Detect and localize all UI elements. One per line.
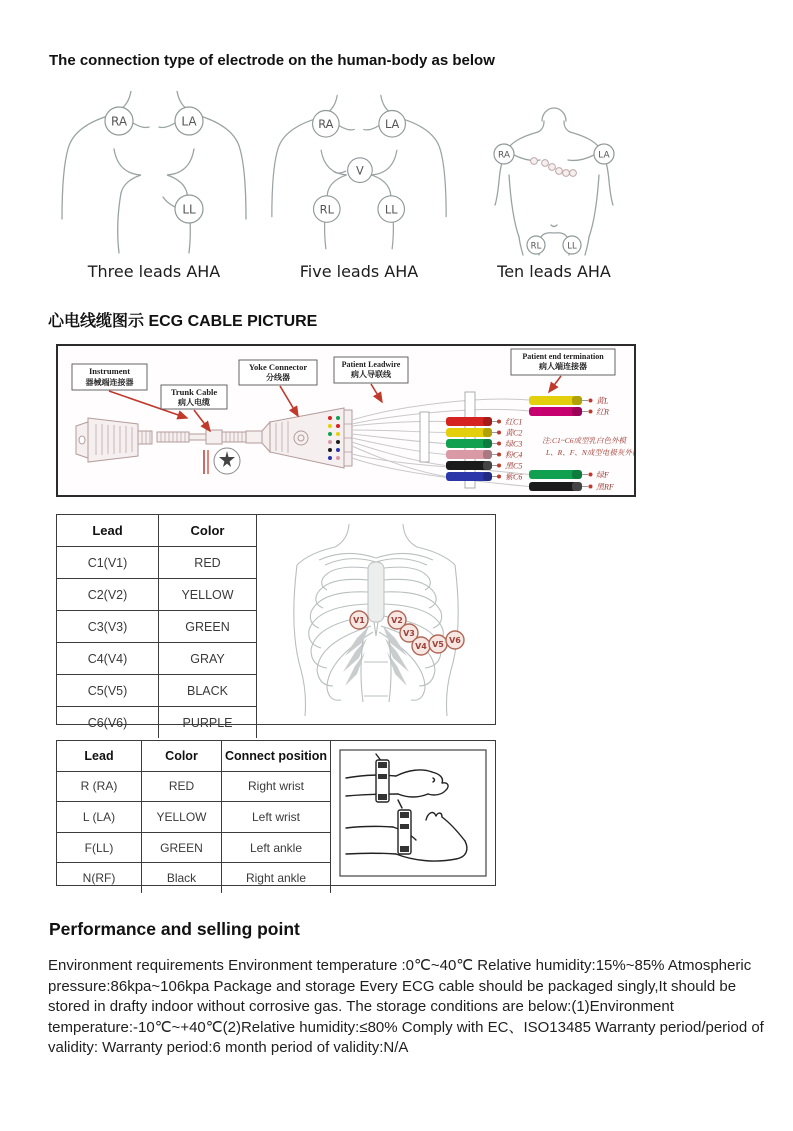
svg-text:Patient Leadwire: Patient Leadwire <box>341 360 401 369</box>
svg-text:V: V <box>356 163 364 178</box>
table-row: C1(V1) RED <box>57 547 257 579</box>
svg-text:注:C1~C6成型乳白色外模: 注:C1~C6成型乳白色外模 <box>542 436 627 445</box>
electrode-v <box>348 158 373 183</box>
svg-text:LL: LL <box>567 241 577 252</box>
five-leads-body-diagram <box>269 91 449 256</box>
instrument-connector-drawing <box>76 418 152 462</box>
svg-text:V2: V2 <box>391 615 403 625</box>
svg-text:黑C5: 黑C5 <box>505 461 523 471</box>
ecg-cable-diagram-box <box>56 344 636 497</box>
table-row: C2(V2) YELLOW <box>57 579 257 611</box>
label-patient-leadwire <box>334 357 408 402</box>
svg-text:器械端连接器: 器械端连接器 <box>85 378 134 387</box>
table-row: R (RA) RED Right wrist <box>57 771 331 802</box>
figure-five-leads <box>269 91 449 281</box>
svg-text:V6: V6 <box>449 635 461 645</box>
electrode-la <box>175 107 203 135</box>
lead-termination-C4 <box>446 450 522 460</box>
svg-text:LL: LL <box>182 202 196 217</box>
lead-termination-C5 <box>446 461 522 471</box>
svg-text:LL: LL <box>384 202 398 217</box>
electrode-ra <box>313 111 340 138</box>
lead-termination-C3 <box>446 439 522 449</box>
trunk-cable-drawing <box>157 430 246 444</box>
red-arrow <box>549 376 561 392</box>
electrode-ra <box>105 107 133 135</box>
table-row: N(RF) Black Right ankle <box>57 863 331 893</box>
svg-text:LA: LA <box>181 114 197 129</box>
three-leads-body-diagram <box>59 91 249 256</box>
svg-text:黄L: 黄L <box>596 396 609 406</box>
lead-termination-F <box>529 470 609 480</box>
lead-termination-C1 <box>446 417 522 427</box>
svg-text:Yoke Connector: Yoke Connector <box>248 362 308 372</box>
svg-text:LA: LA <box>598 150 610 161</box>
electrode-la <box>379 111 406 138</box>
color-note <box>542 436 634 457</box>
label-yoke-connector <box>239 360 317 416</box>
svg-text:V1: V1 <box>353 615 365 625</box>
svg-text:黑RF: 黑RF <box>596 482 614 492</box>
svg-text:红C1: 红C1 <box>505 417 523 427</box>
red-arrow <box>280 386 298 416</box>
label-patient-end-termination <box>511 349 615 392</box>
red-arrow <box>194 410 210 431</box>
svg-text:Patient end termination: Patient end termination <box>522 352 604 361</box>
col-header-lead: Lead <box>57 515 159 547</box>
col-header-color: Color <box>159 515 257 547</box>
ten-leads-body-diagram <box>484 104 624 256</box>
lead-termination-RF <box>529 482 614 492</box>
lead-termination-L <box>529 396 609 406</box>
table-row: C5(V5) BLACK <box>57 675 257 707</box>
electrode-ll <box>175 195 203 223</box>
document-page <box>0 52 793 1059</box>
figure-ten-leads <box>479 104 629 281</box>
svg-text:黄C2: 黄C2 <box>505 428 523 438</box>
chest-marker-v4 <box>412 637 430 655</box>
chest-lead-table <box>57 515 257 738</box>
performance-paragraph: Environment requirements Environment temperature :0℃~40℃ Relative humidity:15%~85% Atmospheric pressure:86kpa~106kpa Package and storage Every ECG cable should be packaged singly,It should be stored in drafty indoor without corrosive gas. The storage conditions are below:(1)Environment temperature:-10℃~+40℃(2)Relative humidity:≤80% Comply with EC、ISO13485 Warranty period/period of validity: Warranty period:6 month period of validity:N/A <box>48 957 764 1056</box>
svg-text:L、R、F、N成型电极灰外模: L、R、F、N成型电极灰外模 <box>546 448 634 457</box>
electrode-rl <box>314 196 341 223</box>
svg-text:V3: V3 <box>403 628 415 638</box>
figure-caption: Five leads AHA <box>299 262 419 281</box>
table-row: C4(V4) GRAY <box>57 643 257 675</box>
table-row <box>57 515 257 547</box>
table-row: C3(V3) GREEN <box>57 611 257 643</box>
table-row: F(LL) GREEN Left ankle <box>57 832 331 863</box>
figure-caption: Three leads AHA <box>87 262 221 281</box>
svg-text:红R: 红R <box>596 407 609 417</box>
lead-termination-R <box>529 407 609 417</box>
svg-text:RL: RL <box>530 241 542 252</box>
svg-text:绿F: 绿F <box>596 470 609 480</box>
limb-lead-table <box>57 741 331 893</box>
svg-text:病人电缆: 病人电缆 <box>178 398 210 407</box>
torso-outline <box>62 91 246 253</box>
label-trunk-cable <box>161 385 227 431</box>
electrode-ll <box>378 196 405 223</box>
svg-text:RA: RA <box>110 114 128 129</box>
ribcage-image-area <box>257 515 495 724</box>
figure-three-leads <box>59 91 249 281</box>
svg-text:Instrument: Instrument <box>88 366 131 376</box>
svg-text:病人导联线: 病人导联线 <box>351 370 391 379</box>
table-row: L (LA) YELLOW Left wrist <box>57 802 331 833</box>
electrode-rl <box>527 236 545 254</box>
svg-text:V4: V4 <box>415 641 427 651</box>
figure-caption: Ten leads AHA <box>497 262 611 281</box>
limb-lead-section <box>56 740 496 886</box>
ecg-cable-diagram <box>58 346 634 495</box>
svg-text:病人端连接器: 病人端连接器 <box>539 362 587 371</box>
cable-organizer <box>420 412 429 462</box>
chest-lead-section <box>56 514 496 730</box>
performance-section-title: Performance and selling point <box>49 919 300 939</box>
svg-text:紫C6: 紫C6 <box>505 472 523 482</box>
svg-text:RA: RA <box>497 150 511 161</box>
svg-text:LA: LA <box>384 117 400 132</box>
col-header-lead: Lead <box>57 741 142 771</box>
table-row: C6(V6) PURPLE <box>57 707 257 739</box>
table-row <box>57 741 331 771</box>
svg-text:V5: V5 <box>432 639 444 649</box>
col-header-connect-position: Connect position <box>222 741 331 771</box>
brand-medallion-icon <box>204 448 240 474</box>
section-title-ecg-cable: 心电线缆图示 ECG CABLE PICTURE <box>48 313 318 330</box>
body-outline <box>495 108 613 255</box>
chest-marker-v1 <box>350 611 368 629</box>
limb-clamp-diagram <box>338 748 488 878</box>
leadwire-fanout <box>352 392 529 488</box>
yoke-connector-drawing <box>246 408 352 468</box>
col-header-color: Color <box>142 741 222 771</box>
ribcage-outline <box>294 524 458 716</box>
electrode-ll <box>563 236 581 254</box>
lead-termination-C2 <box>446 428 522 438</box>
clamp-image-area <box>331 741 495 885</box>
svg-text:Trunk Cable: Trunk Cable <box>170 387 218 397</box>
svg-text:绿C3: 绿C3 <box>505 439 523 449</box>
page-title: The connection type of electrode on the human-body as below <box>49 52 495 69</box>
lead-termination-C6 <box>446 472 522 482</box>
svg-text:RA: RA <box>318 117 334 132</box>
red-arrow <box>371 384 382 402</box>
svg-text:RL: RL <box>319 202 334 217</box>
chest-marker-v5 <box>429 635 447 653</box>
chest-marker-v6 <box>446 631 464 649</box>
electrode-la <box>594 144 614 164</box>
ribcage-diagram <box>270 520 482 720</box>
svg-text:粉C4: 粉C4 <box>505 450 523 460</box>
svg-text:分线器: 分线器 <box>266 373 290 382</box>
electrode-diagrams-row <box>48 91 763 281</box>
electrode-ra <box>494 144 514 164</box>
